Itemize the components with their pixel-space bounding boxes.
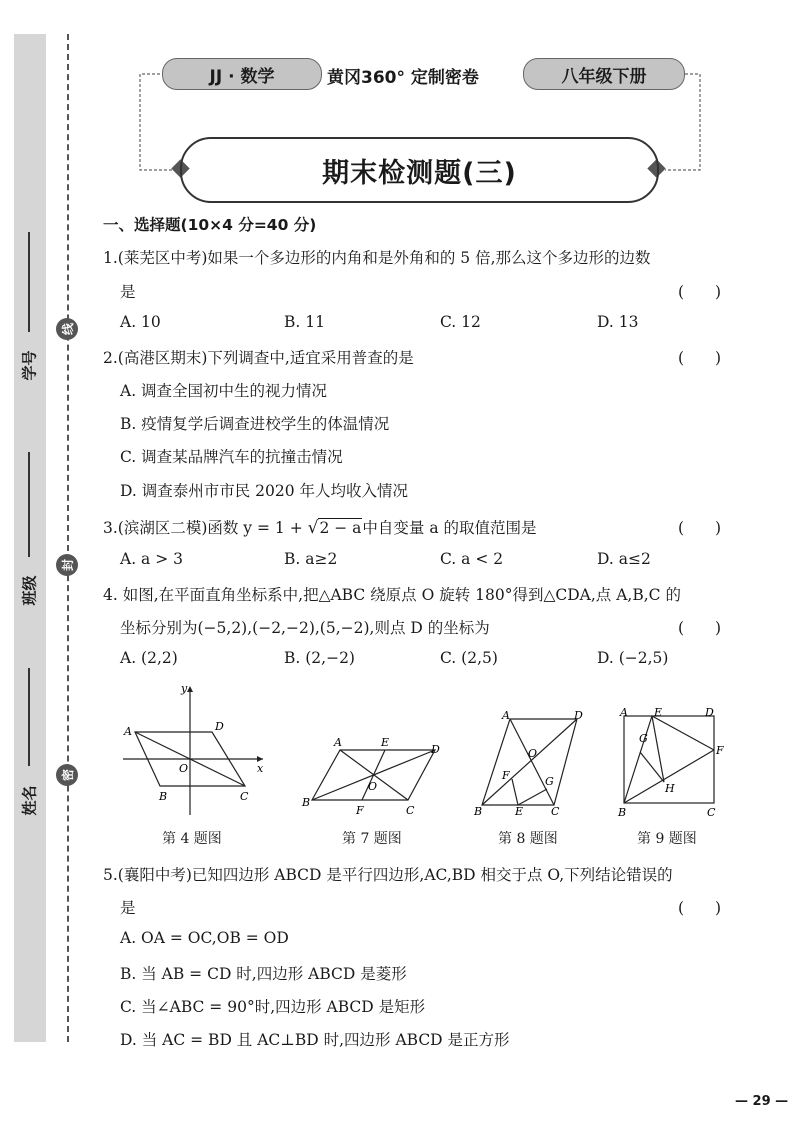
q3-option-b: B. a≥2 <box>284 550 338 568</box>
q4-option-c: C. (2,5) <box>440 649 498 667</box>
fig4-label-d: D <box>215 720 224 733</box>
q2-stem: 2.(高港区期末)下列调查中,适宜采用普查的是 <box>103 349 414 367</box>
class-blank <box>28 452 30 557</box>
series-title: 黄冈360° 定制密卷 <box>327 68 479 88</box>
seal-feng: 封 <box>56 554 78 576</box>
q3-radicand: 2 − a <box>319 519 362 537</box>
q5-option-c: C. 当∠ABC = 90°时,四边形 ABCD 是矩形 <box>120 998 426 1016</box>
q3-option-c: C. a < 2 <box>440 550 504 568</box>
q3-stem <box>103 516 537 538</box>
fig4-label-o: O <box>179 762 189 775</box>
fig9-label-h: H <box>665 782 675 795</box>
student-id-blank <box>28 232 30 332</box>
fig4-label-b: B <box>159 790 168 803</box>
fig7-label-o: O <box>368 780 378 793</box>
fig9-label-g: G <box>639 732 648 745</box>
grade-pill: 八年级下册 <box>523 58 685 90</box>
fig4-label-x: x <box>257 762 264 775</box>
q1-option-a: A. 10 <box>120 313 161 331</box>
fig8-label-f: F <box>502 769 510 782</box>
q3-answer-blank[interactable]: ( ) <box>678 519 722 537</box>
fig9-label-d: D <box>705 706 714 719</box>
q5-option-a: A. OA = OC,OB = OD <box>120 929 289 947</box>
q3-option-a: A. a > 3 <box>120 550 183 568</box>
figure-7-caption: 第 7 题图 <box>342 831 402 847</box>
q5-stem: 5.(襄阳中考)已知四边形 ABCD 是平行四边形,AC,BD 相交于点 O,下列结论错误的 <box>103 866 673 884</box>
q1-stem-cont: 是 <box>120 283 136 301</box>
page-title: 期末检测题(三) <box>180 137 659 203</box>
figure-8 <box>470 705 595 820</box>
fig7-label-c: C <box>406 804 415 817</box>
fig4-label-a: A <box>124 725 132 738</box>
q1-stem: 1.(莱芜区中考)如果一个多边形的内角和是外角和的 5 倍,那么这个多边形的边数 <box>103 249 651 267</box>
q4-option-a: A. (2,2) <box>120 649 178 667</box>
q4-option-d: D. (−2,5) <box>597 649 669 667</box>
figure-7 <box>300 700 450 820</box>
sqrt-icon: √ <box>307 518 319 538</box>
q2-option-d: D. 调查泰州市市民 2020 年人均收入情况 <box>120 482 409 500</box>
q3-stem-suffix: 中自变量 a 的取值范围是 <box>362 519 537 537</box>
fig7-label-e: E <box>381 736 390 749</box>
q2-option-c: C. 调查某品牌汽车的抗撞击情况 <box>120 448 343 466</box>
name-label: 姓名 <box>20 785 39 816</box>
class-label: 班级 <box>20 575 39 606</box>
fig8-label-c: C <box>551 805 560 818</box>
binding-strip <box>14 34 46 1042</box>
figure-9-caption: 第 9 题图 <box>637 831 697 847</box>
figure-8-caption: 第 8 题图 <box>498 831 558 847</box>
q4-option-b: B. (2,−2) <box>284 649 355 667</box>
fig8-label-e: E <box>515 805 524 818</box>
fig9-label-f: F <box>716 744 724 757</box>
fig9-label-c: C <box>707 806 716 819</box>
subject-pill: JJ · 数学 <box>162 58 322 90</box>
fig4-label-y: y <box>181 682 188 695</box>
name-blank <box>28 668 30 766</box>
fig7-label-b: B <box>302 796 311 809</box>
seal-xian: 线 <box>56 318 78 340</box>
q5-option-d: D. 当 AC = BD 且 AC⊥BD 时,四边形 ABCD 是正方形 <box>120 1031 510 1049</box>
q2-option-b: B. 疫情复学后调查进校学生的体温情况 <box>120 415 390 433</box>
student-id-label: 学号 <box>20 350 39 381</box>
fig8-label-a: A <box>502 709 510 722</box>
q2-answer-blank[interactable]: ( ) <box>678 349 722 367</box>
fig7-label-a: A <box>334 736 342 749</box>
q1-answer-blank[interactable]: ( ) <box>678 283 722 301</box>
q1-option-c: C. 12 <box>440 313 481 331</box>
fig8-label-o: O <box>528 747 538 760</box>
q4-answer-blank[interactable]: ( ) <box>678 619 722 637</box>
page-number: — 29 — <box>735 1094 789 1109</box>
fig9-label-e: E <box>654 706 663 719</box>
q1-option-d: D. 13 <box>597 313 639 331</box>
fig8-label-g: G <box>545 775 554 788</box>
fig9-label-a: A <box>620 706 628 719</box>
q5-answer-blank[interactable]: ( ) <box>678 899 722 917</box>
figure-9 <box>612 702 727 820</box>
fig7-label-f: F <box>356 804 364 817</box>
fig8-label-b: B <box>474 805 483 818</box>
seal-mi: 密 <box>56 764 78 786</box>
q5-stem-cont: 是 <box>120 899 136 917</box>
figure-4-caption: 第 4 题图 <box>162 831 222 847</box>
q5-option-b: B. 当 AB = CD 时,四边形 ABCD 是菱形 <box>120 965 407 983</box>
q2-option-a: A. 调查全国初中生的视力情况 <box>120 382 328 400</box>
fig4-label-c: C <box>240 790 249 803</box>
q3-option-d: D. a≤2 <box>597 550 651 568</box>
section-heading: 一、选择题(10×4 分=40 分) <box>103 216 317 234</box>
q4-stem: 4. 如图,在平面直角坐标系中,把△ABC 绕原点 O 旋转 180°得到△CDA,点 A,B,C 的 <box>103 586 681 604</box>
fig9-label-b: B <box>618 806 627 819</box>
cut-line <box>67 34 69 1042</box>
q4-stem-cont: 坐标分别为(−5,2),(−2,−2),(5,−2),则点 D 的坐标为 <box>120 619 490 637</box>
fig8-label-d: D <box>574 709 583 722</box>
figure-4 <box>115 680 275 820</box>
q3-stem-prefix: 3.(滨湖区二模)函数 y = 1 + <box>103 519 308 537</box>
q1-option-b: B. 11 <box>284 313 325 331</box>
fig7-label-d: D <box>431 743 440 756</box>
